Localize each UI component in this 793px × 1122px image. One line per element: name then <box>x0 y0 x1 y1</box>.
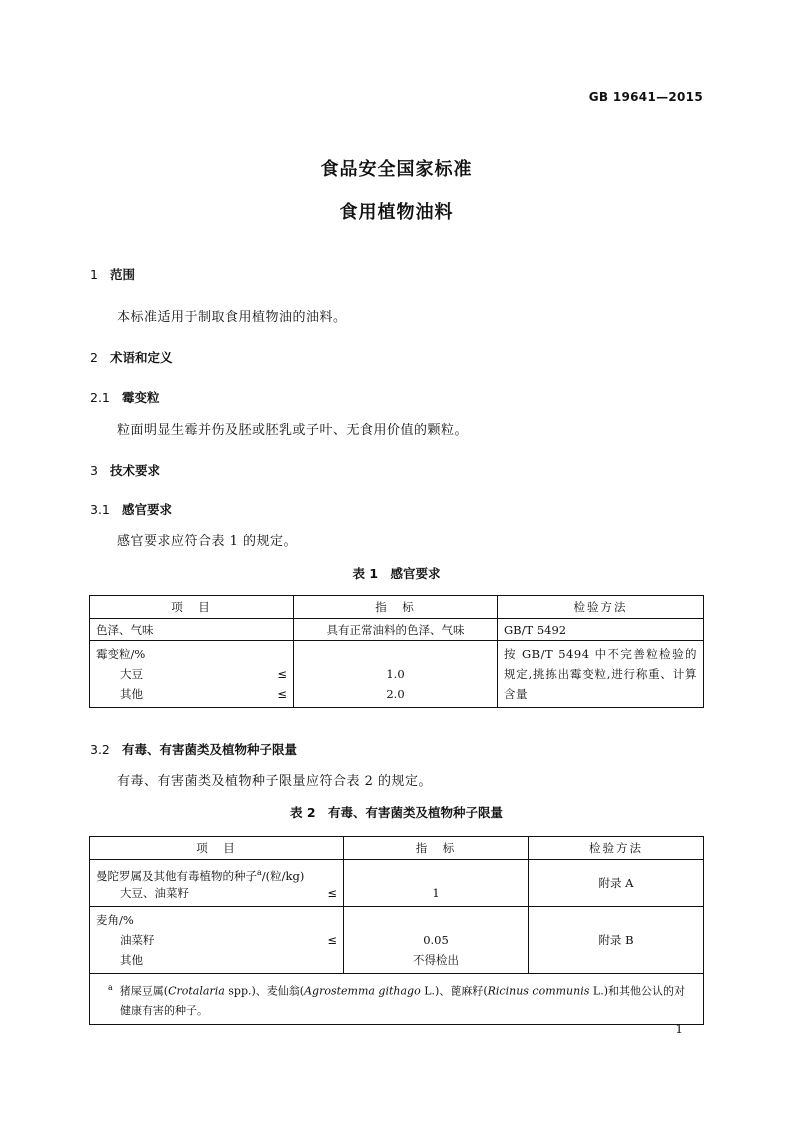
item-label <box>96 863 304 883</box>
table-cell: 具有正常油料的色泽、气味 <box>294 619 498 641</box>
table-header: 项 目 <box>90 596 294 619</box>
item-label: 霉变粒/% <box>96 647 146 661</box>
footnote-latin: Crotalaria <box>168 984 225 998</box>
value: 2.0 <box>386 687 405 701</box>
leq-symbol: ≤ <box>327 933 337 947</box>
row-label <box>96 910 337 930</box>
leq-symbol: ≤ <box>327 886 337 900</box>
section-1-text: 本标准适用于制取食用植物油的油料。 <box>117 310 347 325</box>
section-title: 霉变粒 <box>122 390 160 405</box>
row-label <box>96 644 287 664</box>
value: 1 <box>432 886 440 900</box>
table-cell <box>344 860 529 907</box>
section-title: 技术要求 <box>110 463 161 478</box>
footnote-latin: Agrostemma githago <box>304 984 421 998</box>
sub-label: 油菜籽 <box>120 933 155 947</box>
section-title: 感官要求 <box>122 502 173 517</box>
section-number: 3.2 <box>90 742 110 757</box>
label-unit: /(粒/kg) <box>261 868 305 883</box>
section-title: 术语和定义 <box>110 350 173 365</box>
value: 1.0 <box>386 667 405 681</box>
section-number: 3.1 <box>90 502 110 517</box>
table-header: 项 目 <box>90 837 344 860</box>
label-text: 曼陀罗属及其他有毒植物的种子 <box>96 868 257 883</box>
row-sub <box>96 664 287 684</box>
table-cell <box>90 641 294 708</box>
section-2-heading <box>90 348 173 366</box>
section-3-1-text: 感官要求应符合表 1 的规定。 <box>117 534 298 549</box>
table-1 <box>89 595 704 708</box>
page-number: 1 <box>675 1022 683 1036</box>
section-1-heading <box>90 265 135 283</box>
section-2-1-heading <box>90 388 160 406</box>
table-cell <box>90 907 344 974</box>
table-footnote <box>90 974 704 1025</box>
section-3-2-text: 有毒、有害菌类及植物种子限量应符合表 2 的规定。 <box>117 774 433 789</box>
sub-label: 大豆 <box>120 667 143 681</box>
table-cell <box>90 860 344 907</box>
leq-symbol: ≤ <box>277 667 287 681</box>
section-number: 3 <box>90 463 98 478</box>
footnote-text: spp.)、麦仙翁( <box>224 984 305 998</box>
footnote-text: L.)、蓖麻籽( <box>420 984 488 998</box>
row-label <box>96 863 337 883</box>
row-sub <box>96 930 337 950</box>
section-number: 2 <box>90 350 98 365</box>
row-sub <box>96 883 337 903</box>
section-title: 范围 <box>110 267 136 282</box>
table-cell: 附录 B <box>529 907 704 974</box>
section-2-1-text: 粒面明显生霉并伤及胚或胚乳或子叶、无食用价值的颗粒。 <box>117 423 469 438</box>
footnote-mark: a <box>108 983 113 992</box>
footnote-text: 猪屎豆属( <box>119 984 169 998</box>
value: 不得检出 <box>413 953 459 967</box>
item-label: 麦角/% <box>96 913 134 927</box>
sub-label: 大豆、油菜籽 <box>120 886 189 900</box>
footnote-text: L.)和其他公认的对健康有害的种子。 <box>120 984 685 1017</box>
row-sub <box>96 950 337 970</box>
table-header: 检验方法 <box>498 596 704 619</box>
row-sub <box>96 684 287 704</box>
value: 0.05 <box>423 933 449 947</box>
section-number: 2.1 <box>90 390 110 405</box>
section-3-heading <box>90 461 160 479</box>
table-2-caption: 表 2 有毒、有害菌类及植物种子限量 <box>289 805 504 820</box>
table-header: 指 标 <box>294 596 498 619</box>
table-cell: 色泽、气味 <box>90 619 294 641</box>
footnote-latin: Ricinus communis <box>487 984 590 998</box>
table-cell: 按 GB/T 5494 中不完善粒检验的规定,挑拣出霉变粒,进行称重、计算含量 <box>498 641 704 708</box>
table-cell <box>344 907 529 974</box>
table-header: 指 标 <box>344 837 529 860</box>
table-header: 检验方法 <box>529 837 704 860</box>
table-1-caption: 表 1 感官要求 <box>352 566 441 581</box>
standard-number: GB 19641—2015 <box>588 90 703 104</box>
section-number: 1 <box>90 267 98 282</box>
section-3-1-heading <box>90 500 172 518</box>
document-subtitle: 食用植物油料 <box>339 202 454 223</box>
section-title: 有毒、有害菌类及植物种子限量 <box>122 742 298 757</box>
table-cell <box>294 641 498 708</box>
footnote-mark: a <box>257 868 262 877</box>
table-2 <box>89 836 704 1025</box>
sub-label: 其他 <box>120 687 143 701</box>
table-cell: 附录 A <box>529 860 704 907</box>
leq-symbol: ≤ <box>277 687 287 701</box>
section-3-2-heading <box>90 740 297 758</box>
table-cell: GB/T 5492 <box>498 619 704 641</box>
document-title: 食品安全国家标准 <box>320 159 473 180</box>
sub-label: 其他 <box>120 953 143 967</box>
